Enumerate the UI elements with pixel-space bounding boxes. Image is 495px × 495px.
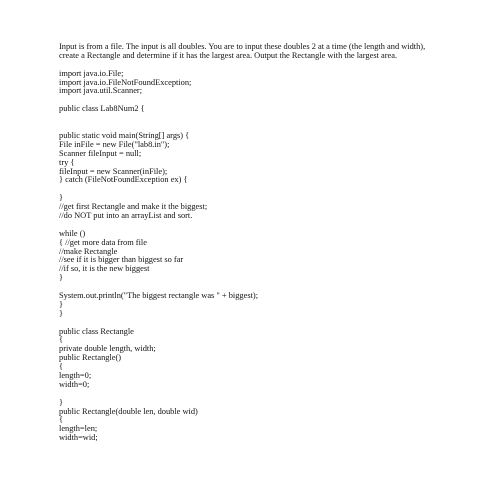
code-line: import java.util.Scanner; [59,86,143,96]
code-line: width=wid; [59,433,98,443]
document-body [59,43,439,443]
code-line [59,221,439,230]
code-line: try { [59,157,75,167]
code-line: public class Rectangle [59,326,134,336]
code-line: } [59,299,64,309]
code-line: private double length, width; [59,344,156,354]
code-line: } [59,308,64,318]
code-line: public Rectangle() [59,353,122,363]
code-line: public Rectangle(double len, double wid) [59,406,198,416]
code-line: public class Lab8Num2 { [59,104,145,114]
code-line: { [59,335,64,345]
code-line: //see if it is bigger than biggest so far [59,255,184,265]
code-line: //get first Rectangle and make it the biggest; [59,202,208,212]
code-line: import java.io.File; [59,68,124,78]
code-line: System.out.println("The biggest rectangle was " + biggest); [59,290,259,300]
code-line: while () [59,228,86,238]
code-line: Scanner fileInput = null; [59,148,142,158]
code-line: length=0; [59,370,92,380]
code-line: length=len; [59,424,98,434]
code-line: { [59,362,64,372]
code-line [59,390,439,399]
code-line: //if so, it is the new biggest [59,264,150,274]
code-line: fileInput = new Scanner(inFile); [59,166,168,176]
code-line: import java.io.FileNotFoundException; [59,77,192,87]
code-line [59,114,439,123]
code-line: } [59,397,64,407]
assignment-description: Input is from a file. The input is all doubles. You are to input these doubles 2 at a time (the length and width), create a Rectangle and determine if it has the largest area. Output the Rectangle with the largest area. [59,42,426,60]
code-line: width=0; [59,379,90,389]
code-line: //make Rectangle [59,246,118,256]
code-line: File inFile = new File("lab8.in"); [59,139,170,149]
code-line: } [59,273,64,283]
code-line [59,185,439,194]
code-line: public static void main(String[] args) { [59,130,190,140]
code-line: { [59,415,64,425]
code-line: { //get more data from file [59,237,147,247]
code-line: } catch (FileNotFoundException ex) { [59,175,188,185]
code-line: } [59,193,64,203]
code-line: //do NOT put into an arrayList and sort. [59,210,193,220]
code-listing [59,70,439,443]
